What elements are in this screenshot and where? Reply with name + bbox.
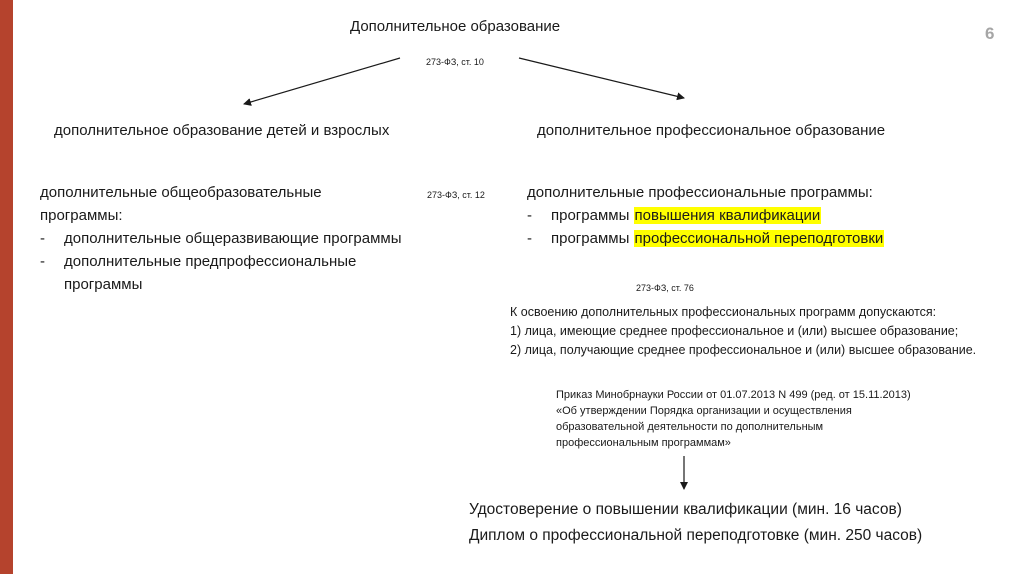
right-reference: 273-ФЗ, ст. 76: [636, 283, 694, 293]
right-programs-heading: дополнительные профессиональные программы:: [527, 184, 873, 201]
admission-item: 2) лица, получающие среднее профессиональное и (или) высшее образование.: [510, 343, 977, 357]
result-line: Диплом о профессиональной переподготовке (мин. 250 часов): [469, 527, 923, 544]
root-title: Дополнительное образование: [350, 18, 561, 35]
highlighted-text: повышения квалификации: [634, 207, 821, 224]
right-branch-title: дополнительное профессиональное образование: [537, 122, 886, 139]
slide-number: 6: [985, 24, 995, 43]
left-programs-block: [40, 181, 430, 296]
order-line: профессиональным программам»: [556, 437, 731, 449]
left-reference: 273-ФЗ, ст. 12: [427, 190, 485, 200]
order-reference: [556, 387, 911, 451]
admission-item: 1) лица, имеющие среднее профессиональное и (или) высшее образование;: [510, 324, 959, 338]
admission-block: [510, 303, 976, 360]
left-programs-heading: дополнительные общеобразовательные программы:: [40, 184, 322, 224]
result-block: [469, 497, 922, 549]
highlighted-text: профессиональной переподготовки: [634, 230, 884, 247]
arrow-to-left-branch: [244, 58, 400, 104]
list-item: - программы профессиональной переподготовки: [527, 227, 884, 250]
list-item: - дополнительные общеразвивающие программы: [40, 227, 430, 250]
right-programs-list: [527, 204, 884, 250]
left-branch-title: дополнительное образование детей и взрослых: [54, 122, 390, 139]
root-reference: 273-ФЗ, ст. 10: [426, 57, 484, 67]
order-line: Приказ Минобрнауки России от 01.07.2013 N 499 (ред. от 15.11.2013): [556, 389, 911, 401]
admission-intro: К освоению дополнительных профессиональных программ допускаются:: [510, 305, 937, 319]
order-line: образовательной деятельности по дополнительным: [556, 421, 824, 433]
result-line: Удостоверение о повышении квалификации (мин. 16 часов): [469, 501, 902, 518]
list-item: - программы повышения квалификации: [527, 204, 884, 227]
right-programs-block: [527, 181, 884, 250]
order-line: «Об утверждении Порядка организации и осуществления: [556, 405, 852, 417]
list-item: - дополнительные предпрофессиональные программы: [40, 250, 394, 296]
left-programs-list: [40, 227, 430, 296]
arrow-to-right-branch: [519, 58, 684, 98]
